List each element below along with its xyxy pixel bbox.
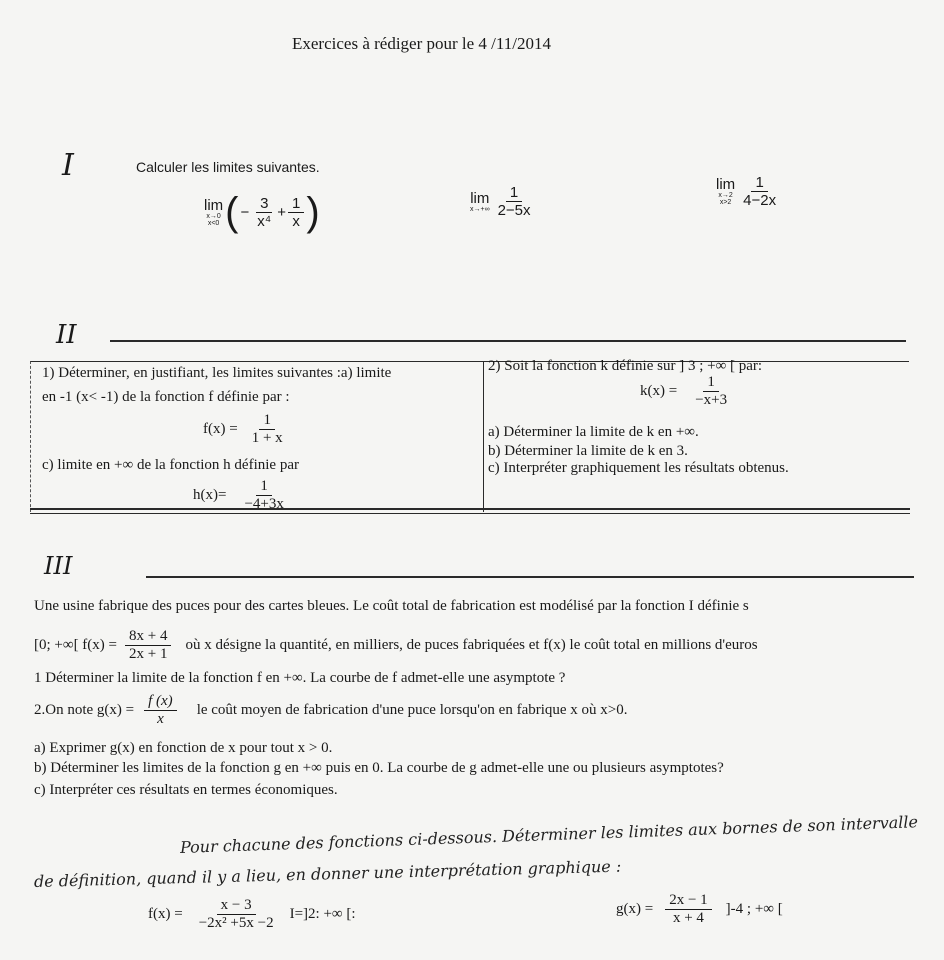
ex3-part-b: b) Déterminer les limites de la fonction g en +∞ puis en 0. La courbe de g admet-elle une ou plusieurs asymptotes?: [34, 760, 724, 776]
ex3-line1: Une usine fabrique des puces pour des cartes bleues. Le coût total de fabrication est modélisé par la fonction I définie s: [34, 598, 749, 614]
exercise-2-divider: [483, 362, 484, 512]
function-f-final: f(x) = $\frac{x - 3}{\text{−2x² +5x −2}}$ I=]2: +∞ [:: [148, 897, 356, 932]
ex2-right-a: a) Déterminer la limite de k en +∞.: [488, 424, 699, 440]
exercise-3-numeral: III: [44, 552, 73, 580]
exercise-1-numeral: I: [62, 148, 74, 183]
function-k-definition: k(x) = $\frac{1}{-x+3}$: [640, 374, 728, 409]
ex2-right-line1: 2) Soit la fonction k définie sur ] 3 ; +∞ [ par:: [488, 358, 763, 374]
handwritten-line-2: de définition, quand il y a lieu, en donner une interprétation graphique :: [33, 856, 622, 891]
ex2-right-b: b) Déterminer la limite de k en 3.: [488, 443, 688, 459]
limit-2: lim x→+∞ $\frac{1}{2-5x}$: [470, 184, 531, 220]
ex3-part-a: a) Exprimer g(x) en fonction de x pour tout x > 0.: [34, 740, 333, 756]
ex2-right-c: c) Interpréter graphiquement les résultats obtenus.: [488, 460, 789, 476]
handwritten-line-1: Pour chacune des fonctions ci-dessous. Déterminer les limites aux bornes de son intervalle: [179, 812, 919, 857]
exercise-2-bottom-rule: [30, 508, 910, 510]
ex3-question-2: 2.On note g(x) = $\frac{f (x)}{x}$ le coût moyen de fabrication d'une puce lorsqu'on en fabrique x où x>0.: [34, 693, 628, 728]
exercise-2-numeral: II: [56, 320, 77, 350]
exercise-3-top-rule: [146, 576, 914, 578]
limit-2-operator: lim x→+∞: [470, 189, 490, 213]
limit-3: lim x→2 x>2 $\frac{1}{4-2x}$: [716, 174, 777, 210]
ex3-question-1: 1 Déterminer la limite de la fonction f en +∞. La courbe de f admet-elle une asymptote ?: [34, 670, 566, 686]
ex2-left-line2: en -1 (x< -1) de la fonction f définie par :: [42, 389, 290, 405]
limit-1: lim x→0 x<0 ( − $\frac{3}{\text{x⁴}}$ + $\frac{1}{x}$ ): [204, 190, 320, 234]
limit-3-operator: lim x→2 x>2: [716, 176, 736, 207]
ex2-left-c: c) limite en +∞ de la fonction h définie par: [42, 457, 299, 473]
ex3-line2: [0; +∞[ f(x) = $\frac{8x + 4}{2x + 1}$ où x désigne la quantité, en milliers, de puces fabriquées et f(x) le coût total en millions d'euros: [34, 628, 758, 663]
function-h-definition: h(x)= $\frac{1}{-4+3x}$: [193, 478, 284, 513]
function-g-final: g(x) = $\frac{2x - 1}{x + 4}$ ]-4 ; +∞ [: [616, 892, 783, 927]
limit-1-operator: lim x→0 x<0: [204, 197, 224, 227]
page-title: Exercices à rédiger pour le 4 /11/2014: [292, 34, 551, 53]
exercise-1-instruction: Calculer les limites suivantes.: [136, 159, 320, 175]
ex2-left-line1: 1) Déterminer, en justifiant, les limites suivantes :a) limite: [42, 365, 392, 381]
function-f-definition: f(x) = $\frac{1}{1 + x}$: [203, 412, 283, 447]
exercise-2-bottom-rule-2: [30, 513, 910, 514]
exercise-2-box: [30, 361, 909, 512]
exercise-2-top-rule: [110, 340, 906, 342]
ex3-part-c: c) Interpréter ces résultats en termes économiques.: [34, 782, 338, 798]
